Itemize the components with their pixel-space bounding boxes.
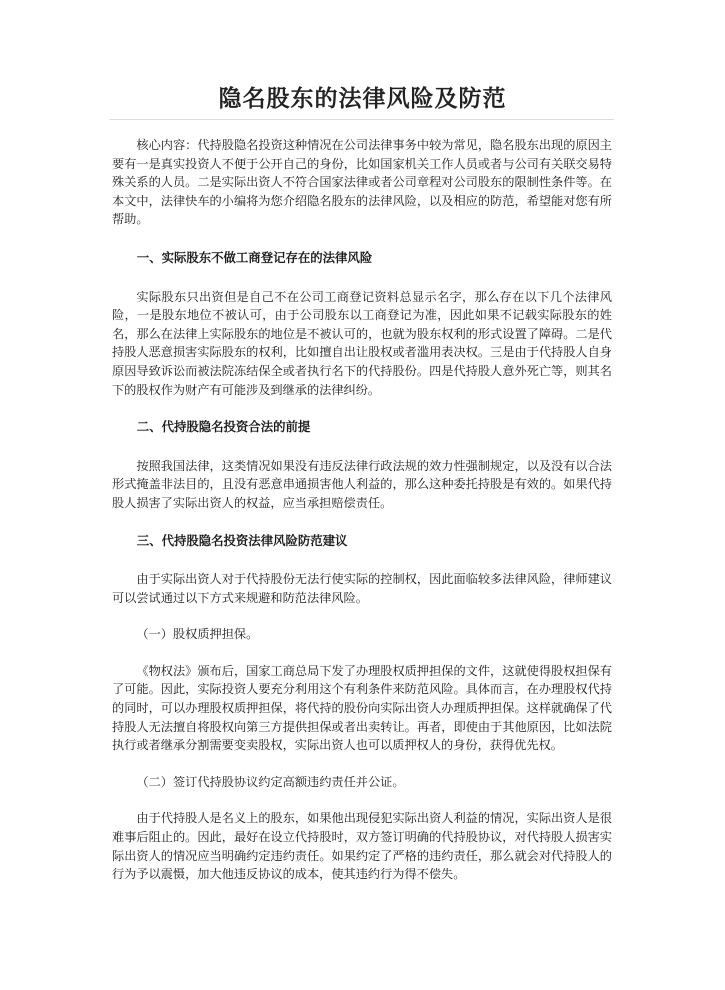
document-title: 隐名股东的法律风险及防范 bbox=[218, 85, 507, 112]
document-body bbox=[112, 136, 612, 884]
section-1-heading: 一、实际股东不做工商登记存在的法律风险 bbox=[136, 249, 373, 265]
section-2-paragraph: 按照我国法律，这类情况如果没有违反法律行政法规的效力性强制规定，以及没有以合法形式掩盖非法目的，且没有恶意串通损害他人利益的，那么这种委托持股是有效的。如果代持股人损害了实际出资人的权益，应当承担赔偿责任。 bbox=[112, 458, 612, 510]
subsection-2-heading: （二）签订代持股协议约定高额违约责任并公证。 bbox=[136, 774, 405, 789]
subsection-1-paragraph: 《物权法》颁布后，国家工商总局下发了办理股权质押担保的文件，这就使得股权担保有了可能。因此，实际投资人要充分利用这个有利条件来防范风险。具体而言，在办理股权代持的同时，可以办理股权质押担保，将代持的股份向实际出资人办理质押担保。这样就确保了代持股人无法擅自将股权向第三方提供担保或者出卖转让。再者，即使由于其他原因，比如法院执行或者继承分割需要变卖股权，实际出资人也可以质押权人的身份，获得优先权。 bbox=[112, 663, 612, 753]
title-divider bbox=[109, 119, 614, 120]
section-3-paragraph: 由于实际出资人对于代持股份无法行使实际的控制权，因此面临较多法律风险，律师建议可以尝试通过以下方式来规避和防范法律风险。 bbox=[112, 572, 612, 605]
intro-paragraph: 核心内容：代持股隐名投资这种情况在公司法律事务中较为常见，隐名股东出现的原因主要有一是真实投资人不便于公开自己的身份，比如国家机关工作人员或者与公司有关联交易特殊关系的人员。二是实际出资人不符合国家法律或者公司章程对公司股东的限制性条件等。在本文中，法律快车的小编将为您介绍隐名股东的法律风险，以及相应的防范，希望能对您有所帮助。 bbox=[112, 138, 612, 227]
section-1-paragraph: 实际股东只出资但是自己不在公司工商登记资料总显示名字，那么存在以下几个法律风险，一是股东地位不被认可，由于公司股东以工商登记为准，因此如果不记载实际股东的姓名，那么在法律上实际股东的地位是不被认可的，也就为股东权利的形式设置了障碍。二是代持股人恶意损害实际股东的权利，比如擅自出让股权或者滥用表决权。三是由于代持股人自身原因导致诉讼而被法院冻结保全或者执行名下的代持股份。四是代持股人意外死亡等，则其名下的股权作为财产有可能涉及到继承的法律纠纷。 bbox=[112, 289, 612, 397]
section-3-heading: 三、代持股隐名投资法律风险防范建议 bbox=[136, 532, 348, 548]
subsection-2-paragraph: 由于代持股人是名义上的股东，如果他出现侵犯实际出资人利益的情况，实际出资人是很难事后阻止的。因此，最好在设立代持股时，双方签订明确的代持股协议，对代持股人损害实际出资人的情况应当明确约定违约责任。如果约定了严格的违约责任，那么就会对代持股人的行为予以震慑，加大他违反协议的成本，使其违约行为得不偿失。 bbox=[112, 811, 612, 882]
section-2-heading: 二、代持股隐名投资合法的前提 bbox=[136, 419, 311, 435]
subsection-1-heading: （一）股权质押担保。 bbox=[136, 627, 259, 642]
